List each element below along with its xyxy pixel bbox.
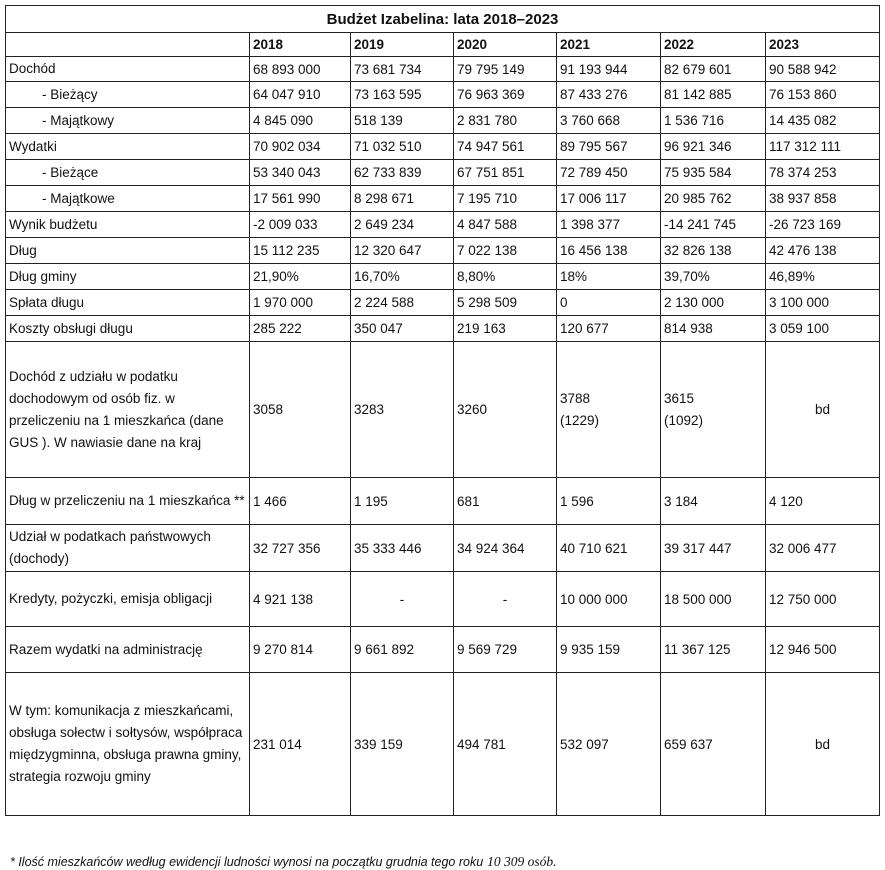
table-cell xyxy=(351,108,454,134)
row-label: Dochód z udziału w podatku dochodowym od osób fiz. w przeliczeniu na 1 mieszkańca (dane GUS ). W nawiasie dane na kraj xyxy=(6,342,250,478)
table-row xyxy=(6,82,880,108)
row-label: - Majątkowe xyxy=(6,186,250,212)
cell-value: 1 398 377 xyxy=(560,217,621,232)
table-row xyxy=(6,478,880,525)
table-cell xyxy=(557,627,661,673)
table-row xyxy=(6,316,880,342)
cell-value: 1 536 716 xyxy=(664,113,725,128)
cell-value: 10 000 000 xyxy=(560,591,628,607)
table-cell xyxy=(250,212,351,238)
cell-value: 9 935 159 xyxy=(560,642,621,657)
cell-value: bd xyxy=(814,402,831,417)
table-cell xyxy=(557,82,661,108)
cell-value: 91 193 944 xyxy=(560,61,628,77)
year-header: 2018 xyxy=(250,33,351,57)
table-cell xyxy=(557,342,661,478)
cell-value: 90 588 942 xyxy=(769,61,837,77)
table-cell xyxy=(351,264,454,290)
cell-value: 70 902 034 xyxy=(253,139,321,154)
table-cell xyxy=(766,264,880,290)
table-cell xyxy=(351,186,454,212)
table-cell xyxy=(250,342,351,478)
cell-value: 82 679 601 xyxy=(664,61,732,77)
row-label: Dochód xyxy=(6,57,250,82)
table-cell xyxy=(661,290,766,316)
cell-value: 12 946 500 xyxy=(769,642,837,657)
cell-value: 3283 xyxy=(354,402,385,417)
table-row xyxy=(6,212,880,238)
table-cell xyxy=(766,134,880,160)
cell-value: -26 723 169 xyxy=(769,217,842,232)
table-cell xyxy=(351,57,454,82)
table-cell xyxy=(351,627,454,673)
table-row xyxy=(6,572,880,627)
cell-value: 3058 xyxy=(253,402,284,417)
table-cell xyxy=(661,525,766,572)
footnote-text: * Ilość mieszkańców według ewidencji ludności wynosi na początku grudnia tego roku xyxy=(10,855,484,869)
table-cell xyxy=(661,134,766,160)
table-cell xyxy=(766,82,880,108)
cell-value: 3260 xyxy=(457,402,488,417)
table-cell xyxy=(557,212,661,238)
table-cell xyxy=(250,478,351,525)
footnote xyxy=(10,854,557,870)
table-cell xyxy=(454,316,557,342)
cell-value: 12 320 647 xyxy=(354,243,422,258)
cell-value: 8 298 671 xyxy=(354,191,415,206)
table-row xyxy=(6,264,880,290)
table-cell xyxy=(250,627,351,673)
table-cell xyxy=(661,478,766,525)
table-cell xyxy=(250,238,351,264)
table-row xyxy=(6,160,880,186)
cell-value: 32 826 138 xyxy=(664,243,732,258)
table-cell xyxy=(766,673,880,816)
table-row xyxy=(6,134,880,160)
row-label: - Bieżące xyxy=(6,160,250,186)
cell-value: 67 751 851 xyxy=(457,165,525,180)
cell-value: 14 435 082 xyxy=(769,113,837,128)
table-title: Budżet Izabelina: lata 2018–2023 xyxy=(6,6,880,33)
table-cell xyxy=(557,290,661,316)
cell-value: 5 298 509 xyxy=(457,295,518,310)
table-cell xyxy=(557,264,661,290)
table-cell xyxy=(351,82,454,108)
year-header: 2022 xyxy=(661,33,766,57)
cell-value: 4 921 138 xyxy=(253,591,314,607)
table-cell xyxy=(661,82,766,108)
cell-value: 681 xyxy=(457,493,480,509)
table-cell xyxy=(661,212,766,238)
row-label: W tym: komunikacja z mieszkańcami, obsługa sołectw i sołtysów, współpraca międzygminna, obsługa prawna gminy, strategia rozwoju gminy xyxy=(6,673,250,816)
cell-value: 1 195 xyxy=(354,493,388,509)
cell-value: 89 795 567 xyxy=(560,139,628,154)
cell-value: 18 500 000 xyxy=(664,591,732,607)
cell-value: 9 661 892 xyxy=(354,642,415,657)
table-cell xyxy=(454,108,557,134)
header-empty-cell xyxy=(6,33,250,57)
table-cell xyxy=(766,478,880,525)
cell-value: 72 789 450 xyxy=(560,165,628,180)
title-row xyxy=(6,6,880,33)
cell-value: 87 433 276 xyxy=(560,87,628,102)
year-header: 2019 xyxy=(351,33,454,57)
cell-value: 16,70% xyxy=(354,269,400,284)
cell-value: 46,89% xyxy=(769,269,815,284)
table-cell xyxy=(250,290,351,316)
cell-value: 2 130 000 xyxy=(664,295,725,310)
table-cell xyxy=(250,525,351,572)
table-cell xyxy=(351,673,454,816)
table-cell xyxy=(250,572,351,627)
row-label: Udział w podatkach państwowych (dochody) xyxy=(6,525,250,572)
table-cell xyxy=(557,572,661,627)
row-label: Dług gminy xyxy=(6,264,250,290)
table-row xyxy=(6,186,880,212)
row-label: - Majątkowy xyxy=(6,108,250,134)
table-cell xyxy=(454,572,557,627)
table-cell xyxy=(454,238,557,264)
cell-value: 21,90% xyxy=(253,269,299,284)
table-cell xyxy=(454,525,557,572)
cell-value: 17 006 117 xyxy=(560,191,627,206)
row-label: Koszty obsługi długu xyxy=(6,316,250,342)
cell-value: 39,70% xyxy=(664,269,710,284)
table-row xyxy=(6,290,880,316)
table-cell xyxy=(454,212,557,238)
table-cell xyxy=(661,673,766,816)
cell-value: 74 947 561 xyxy=(457,139,525,154)
cell-value: 3 059 100 xyxy=(769,321,830,336)
table-cell xyxy=(454,57,557,82)
row-label: Razem wydatki na administrację xyxy=(6,627,250,673)
table-cell xyxy=(766,238,880,264)
table-cell xyxy=(454,673,557,816)
cell-value: 71 032 510 xyxy=(354,139,422,154)
cell-value: 18% xyxy=(560,269,588,284)
table-cell xyxy=(766,212,880,238)
table-cell xyxy=(250,316,351,342)
cell-value: 2 224 588 xyxy=(354,295,415,310)
cell-value: 20 985 762 xyxy=(664,191,732,206)
table-cell xyxy=(557,160,661,186)
row-label: Dług w przeliczeniu na 1 mieszkańca ** xyxy=(6,478,250,525)
row-label: Wydatki xyxy=(6,134,250,160)
cell-value: 96 921 346 xyxy=(664,139,732,154)
cell-value: 120 677 xyxy=(560,321,609,336)
table-row xyxy=(6,108,880,134)
cell-value: 494 781 xyxy=(457,736,506,752)
table-cell xyxy=(766,572,880,627)
cell-value: 9 569 729 xyxy=(457,642,518,657)
cell-subvalue: (1229) xyxy=(560,412,600,428)
year-header-row xyxy=(6,33,880,57)
table-cell xyxy=(250,160,351,186)
table-cell xyxy=(250,673,351,816)
cell-value: 76 963 369 xyxy=(457,87,525,102)
cell-value: 11 367 125 xyxy=(664,642,731,657)
table-cell xyxy=(661,264,766,290)
year-header: 2020 xyxy=(454,33,557,57)
cell-value: 532 097 xyxy=(560,736,609,752)
cell-value: 350 047 xyxy=(354,321,403,336)
cell-value: 1 466 xyxy=(253,493,287,509)
table-row xyxy=(6,57,880,82)
table-cell xyxy=(351,212,454,238)
cell-value: 3 100 000 xyxy=(769,295,830,310)
cell-value: 39 317 447 xyxy=(664,540,732,556)
cell-value: 35 333 446 xyxy=(354,540,422,556)
table-cell xyxy=(454,627,557,673)
cell-value: 8,80% xyxy=(457,269,496,284)
table-cell xyxy=(351,478,454,525)
cell-value: 0 xyxy=(560,295,568,310)
table-cell xyxy=(661,627,766,673)
row-label: Wynik budżetu xyxy=(6,212,250,238)
cell-value: 73 163 595 xyxy=(354,87,422,102)
cell-value: 32 006 477 xyxy=(769,540,837,556)
table-cell xyxy=(351,134,454,160)
cell-value: 78 374 253 xyxy=(769,165,837,180)
cell-value: 2 649 234 xyxy=(354,217,415,232)
table-cell xyxy=(250,264,351,290)
cell-subvalue: (1092) xyxy=(664,412,704,428)
table-cell xyxy=(351,238,454,264)
table-cell xyxy=(250,57,351,82)
cell-value: 3 184 xyxy=(664,493,698,509)
year-header: 2023 xyxy=(766,33,880,57)
table-cell xyxy=(661,186,766,212)
cell-value: 40 710 621 xyxy=(560,540,628,556)
table-row xyxy=(6,627,880,673)
cell-value: 76 153 860 xyxy=(769,87,837,102)
table-row xyxy=(6,342,880,478)
table-cell xyxy=(250,134,351,160)
cell-value: - xyxy=(399,591,405,607)
table-row xyxy=(6,673,880,816)
cell-value: 75 935 584 xyxy=(664,165,732,180)
cell-value: 219 163 xyxy=(457,321,506,336)
cell-value: 68 893 000 xyxy=(253,61,321,77)
row-label: Spłata długu xyxy=(6,290,250,316)
table-cell xyxy=(351,525,454,572)
cell-value: 231 014 xyxy=(253,736,302,752)
table-cell xyxy=(661,57,766,82)
table-cell xyxy=(250,186,351,212)
table-cell xyxy=(766,316,880,342)
table-cell xyxy=(661,572,766,627)
cell-value: 285 222 xyxy=(253,321,302,336)
table-cell xyxy=(766,186,880,212)
table-cell xyxy=(454,186,557,212)
cell-value: 17 561 990 xyxy=(253,191,321,206)
year-header: 2021 xyxy=(557,33,661,57)
cell-value: 81 142 885 xyxy=(664,87,732,102)
table-cell xyxy=(766,342,880,478)
table-cell xyxy=(557,57,661,82)
table-cell xyxy=(351,572,454,627)
cell-value: bd xyxy=(814,736,831,752)
table-cell xyxy=(557,673,661,816)
table-cell xyxy=(766,525,880,572)
table-cell xyxy=(661,160,766,186)
cell-value: 34 924 364 xyxy=(457,540,525,556)
cell-value: 7 195 710 xyxy=(457,191,518,206)
table-cell xyxy=(351,342,454,478)
table-cell xyxy=(766,108,880,134)
cell-value: 38 937 858 xyxy=(769,191,837,206)
table-cell xyxy=(661,342,766,478)
table-cell xyxy=(351,290,454,316)
cell-value: -2 009 033 xyxy=(253,217,318,232)
cell-value: 2 831 780 xyxy=(457,113,518,128)
cell-value: -14 241 745 xyxy=(664,217,737,232)
table-cell xyxy=(250,108,351,134)
table-cell xyxy=(351,160,454,186)
table-cell xyxy=(557,134,661,160)
cell-value: 4 120 xyxy=(769,493,803,509)
cell-value: 3 760 668 xyxy=(560,113,621,128)
table-row xyxy=(6,525,880,572)
table-cell xyxy=(766,290,880,316)
cell-value: 16 456 138 xyxy=(560,243,628,258)
cell-value: 53 340 043 xyxy=(253,165,321,180)
table-cell xyxy=(766,627,880,673)
table-cell xyxy=(557,108,661,134)
cell-value: 117 312 111 xyxy=(769,139,842,154)
table-cell xyxy=(351,316,454,342)
cell-value: 3788 xyxy=(560,390,591,406)
cell-value: 518 139 xyxy=(354,113,403,128)
cell-value: 4 847 588 xyxy=(457,217,518,232)
table-cell xyxy=(454,160,557,186)
cell-value: 4 845 090 xyxy=(253,113,314,128)
table-cell xyxy=(661,108,766,134)
table-cell xyxy=(557,316,661,342)
cell-value: 659 637 xyxy=(664,736,713,752)
table-cell xyxy=(766,57,880,82)
table-cell xyxy=(454,264,557,290)
row-label: - Bieżący xyxy=(6,82,250,108)
table-cell xyxy=(557,238,661,264)
row-label: Kredyty, pożyczki, emisja obligacji xyxy=(6,572,250,627)
budget-document xyxy=(5,5,879,869)
table-cell xyxy=(766,160,880,186)
table-cell xyxy=(454,478,557,525)
table-cell xyxy=(661,238,766,264)
table-cell xyxy=(454,342,557,478)
cell-value: 814 938 xyxy=(664,321,713,336)
cell-value: 1 596 xyxy=(560,493,594,509)
row-label: Dług xyxy=(6,238,250,264)
table-cell xyxy=(454,82,557,108)
cell-value: 42 476 138 xyxy=(769,243,837,258)
cell-value: 32 727 356 xyxy=(253,540,321,556)
table-cell xyxy=(557,186,661,212)
footnote-value: 10 309 osób. xyxy=(487,854,557,869)
cell-value: 79 795 149 xyxy=(457,61,525,77)
cell-value: 15 112 235 xyxy=(253,243,320,258)
table-cell xyxy=(557,478,661,525)
cell-value: 64 047 910 xyxy=(253,87,321,102)
table-cell xyxy=(661,316,766,342)
table-cell xyxy=(454,134,557,160)
cell-value: 9 270 814 xyxy=(253,642,314,657)
cell-value: 73 681 734 xyxy=(354,61,422,77)
cell-value: 62 733 839 xyxy=(354,165,422,180)
table-cell xyxy=(454,290,557,316)
cell-value: - xyxy=(502,591,508,607)
budget-table xyxy=(5,5,880,816)
cell-value: 3615 xyxy=(664,390,695,406)
cell-value: 339 159 xyxy=(354,736,403,752)
table-cell xyxy=(250,82,351,108)
table-row xyxy=(6,238,880,264)
cell-value: 7 022 138 xyxy=(457,243,518,258)
cell-value: 12 750 000 xyxy=(769,591,837,607)
cell-value: 1 970 000 xyxy=(253,295,314,310)
table-cell xyxy=(557,525,661,572)
